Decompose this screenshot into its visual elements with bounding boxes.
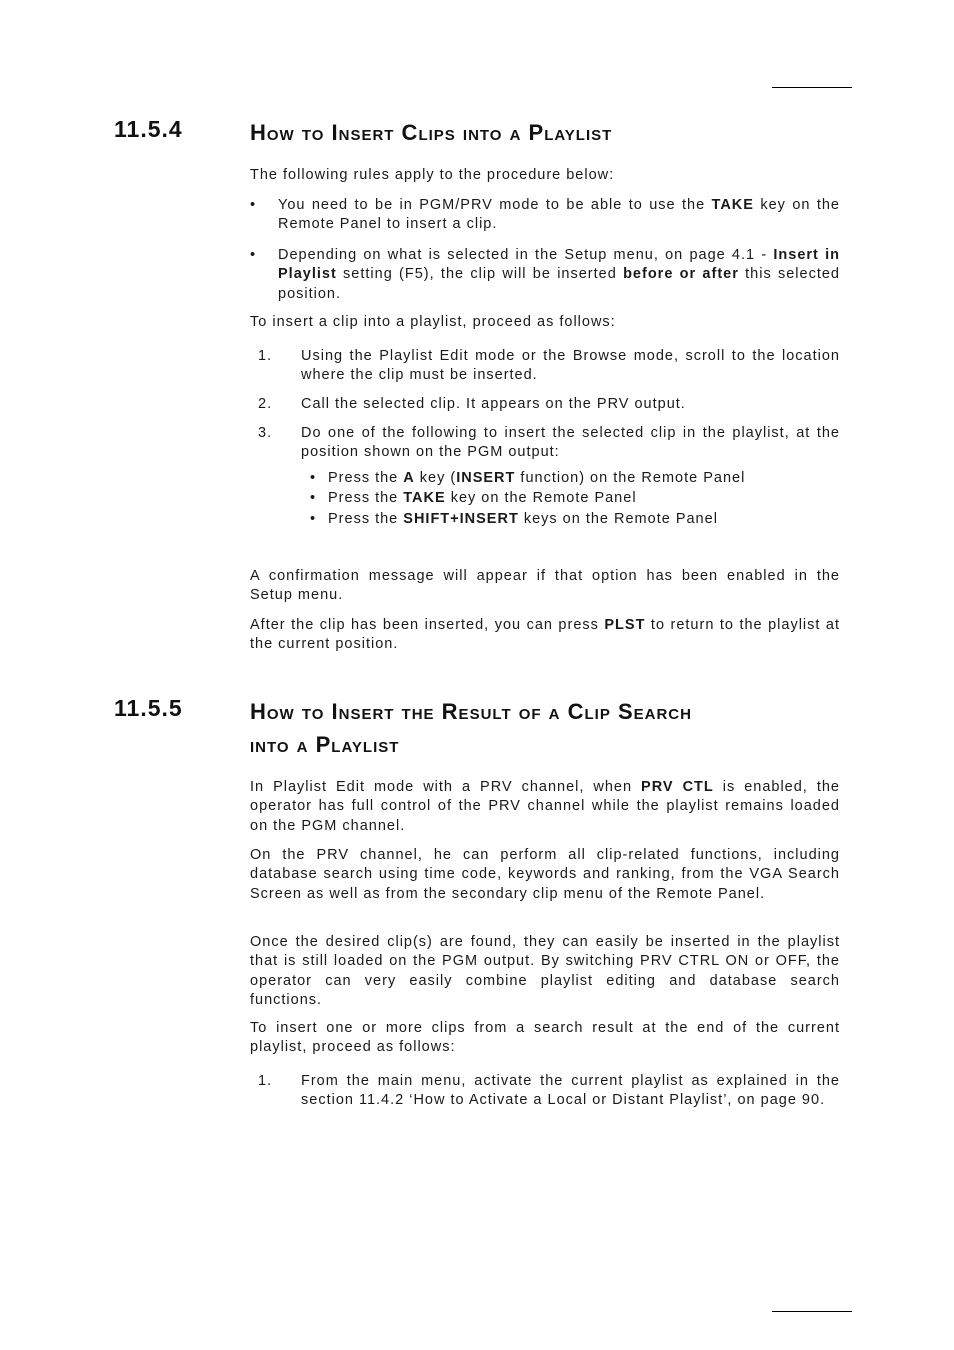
body-paragraph: Once the desired clip(s) are found, they can easily be inserted in the playlist that is still loaded on the PGM output. By switching PRV CTRL ON or OFF, the operator can very easily combine playlist editing and database search functions.: [250, 934, 840, 1009]
after-paragraph: After the clip has been inserted, you can press PLST to return to the playlist at the current position.: [250, 617, 840, 653]
bullet-icon: •: [310, 490, 317, 506]
step-text: Do one of the following to insert the selected clip in the playlist, at the position shown on the PGM output:: [301, 425, 840, 461]
rule-text: You need to be in PGM/PRV mode to be able to use the TAKE key on the Remote Panel to insert a clip.: [278, 197, 840, 233]
section-number: 11.5.4: [114, 116, 183, 142]
body-paragraph: In Playlist Edit mode with a PRV channel, when PRV CTL is enabled, the operator has full control of the PRV channel while the playlist remains loaded on the PGM channel.: [250, 779, 840, 834]
step-number: 3.: [258, 425, 273, 441]
section-title: How to Insert the Result of a Clip Search into a Playlist: [250, 699, 692, 757]
intro-paragraph: The following rules apply to the procedure below:: [250, 167, 615, 183]
bullet-icon: •: [310, 470, 317, 486]
rule-text: Depending on what is selected in the Setup menu, on page 4.1 - Insert in Playlist setting (F5), the clip will be inserted before or after this selected position.: [278, 247, 840, 302]
bullet-icon: •: [250, 197, 257, 213]
procedure-lead: To insert a clip into a playlist, proceed as follows:: [250, 314, 616, 330]
step-text: From the main menu, activate the current playlist as explained in the section 11.4.2 ‘How to Activate a Local or Distant Playlist’, on page 90.: [301, 1073, 840, 1109]
step-number: 1.: [258, 348, 273, 364]
header-rule: [772, 87, 852, 88]
section-title: How to Insert Clips into a Playlist: [250, 120, 613, 145]
bullet-icon: •: [310, 511, 317, 527]
section-number: 11.5.5: [114, 695, 183, 721]
procedure-lead: To insert one or more clips from a search result at the end of the current playlist, proceed as follows:: [250, 1020, 840, 1056]
step-number: 1.: [258, 1073, 273, 1089]
step-text: Call the selected clip. It appears on the PRV output.: [301, 396, 686, 412]
footer-rule: [772, 1311, 852, 1312]
bullet-icon: •: [250, 247, 257, 263]
body-paragraph: On the PRV channel, he can perform all clip-related functions, including database search using time code, keywords and ranking, from the VGA Search Screen as well as from the secondary clip menu of the Remote Panel.: [250, 847, 840, 902]
confirmation-paragraph: A confirmation message will appear if that option has been enabled in the Setup menu.: [250, 568, 840, 604]
step-number: 2.: [258, 396, 273, 412]
step-text: Using the Playlist Edit mode or the Browse mode, scroll to the location where the clip must be inserted.: [301, 348, 840, 384]
